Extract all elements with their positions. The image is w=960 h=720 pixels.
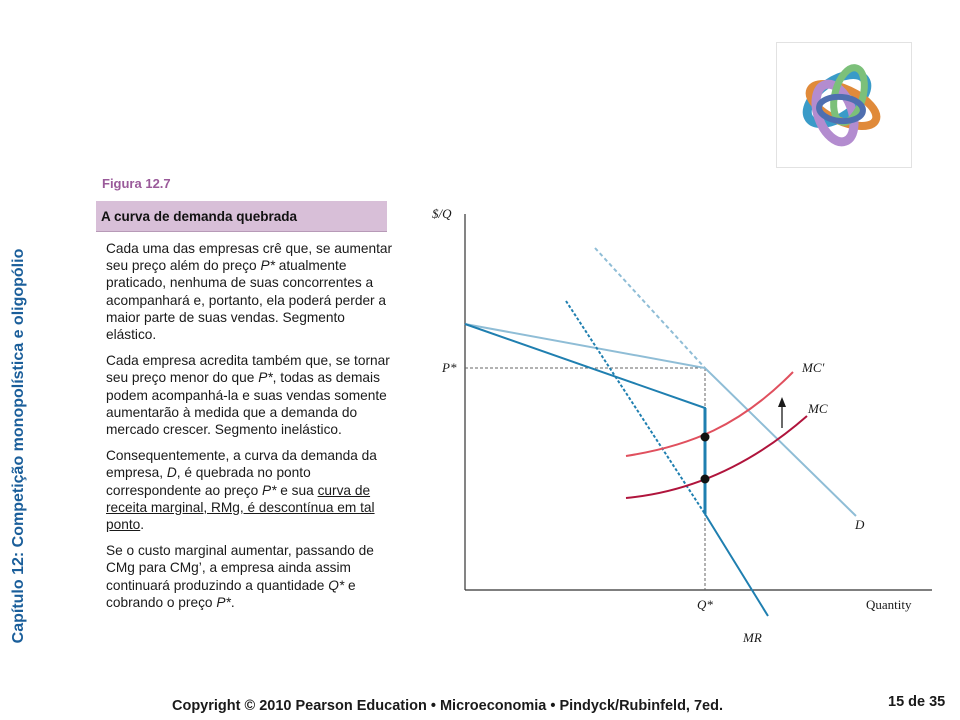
shift-arrow-head (778, 397, 786, 407)
chapter-title: Capítulo 12: Competição monopolística e oligopólio (10, 248, 27, 644)
page-number: 15 de 35 (888, 694, 946, 710)
figure-title-bar (96, 201, 387, 232)
demand-curve (465, 324, 856, 516)
mc-prime-intersection-point (701, 433, 710, 442)
figure-label: Figura 12.7 (102, 176, 171, 191)
copyright-footer: Copyright © 2010 Pearson Education • Microeconomia • Pindyck/Rubinfeld, 7ed. (172, 698, 724, 714)
y-axis-label: $/Q (432, 206, 452, 221)
paragraph-4: Se o custo marginal aumentar, passando de CMg para CMg’, a empresa ainda assim continuará produzindo a quantidade Q* e cobrando o preço P*. (106, 543, 374, 610)
paragraph-3: Consequentemente, a curva da demanda da empresa, D, é quebrada no ponto correspondente ao preço P* e sua curva de receita marginal, RMg, é descontínua em tal ponto. (106, 448, 377, 533)
demand-label: D (855, 517, 865, 532)
marginal-revenue-extension-dashed (566, 301, 705, 514)
mc-label: MC (808, 401, 828, 416)
knot-logo (776, 42, 912, 168)
kinked-demand-diagram (400, 196, 960, 656)
price-label: P* (442, 360, 457, 375)
marginal-revenue-label: MR (743, 630, 762, 645)
quantity-label: Q* (697, 597, 713, 612)
x-axis-label: Quantity (866, 597, 912, 612)
explanation-text (106, 240, 398, 620)
paragraph-2: Cada empresa acredita também que, se tornar seu preço menor do que P*, todas as demais podem acompanhá-la e suas vendas somente aumentarão à medida que a demanda do mercado crescer. Segmento inelástico. (106, 353, 390, 438)
mc-prime-label: MC′ (802, 360, 825, 375)
mc-prime-curve (626, 372, 793, 456)
mc-intersection-point (701, 475, 710, 484)
figure-title: A curva de demanda quebrada (101, 209, 298, 224)
paragraph-1: Cada uma das empresas crê que, se aumentar seu preço além do preço P* atualmente praticado, nenhuma de suas concorrentes a acompanhará e, portanto, ela poderá perder a maior parte de suas vendas. Segmento elástico. (106, 241, 393, 343)
